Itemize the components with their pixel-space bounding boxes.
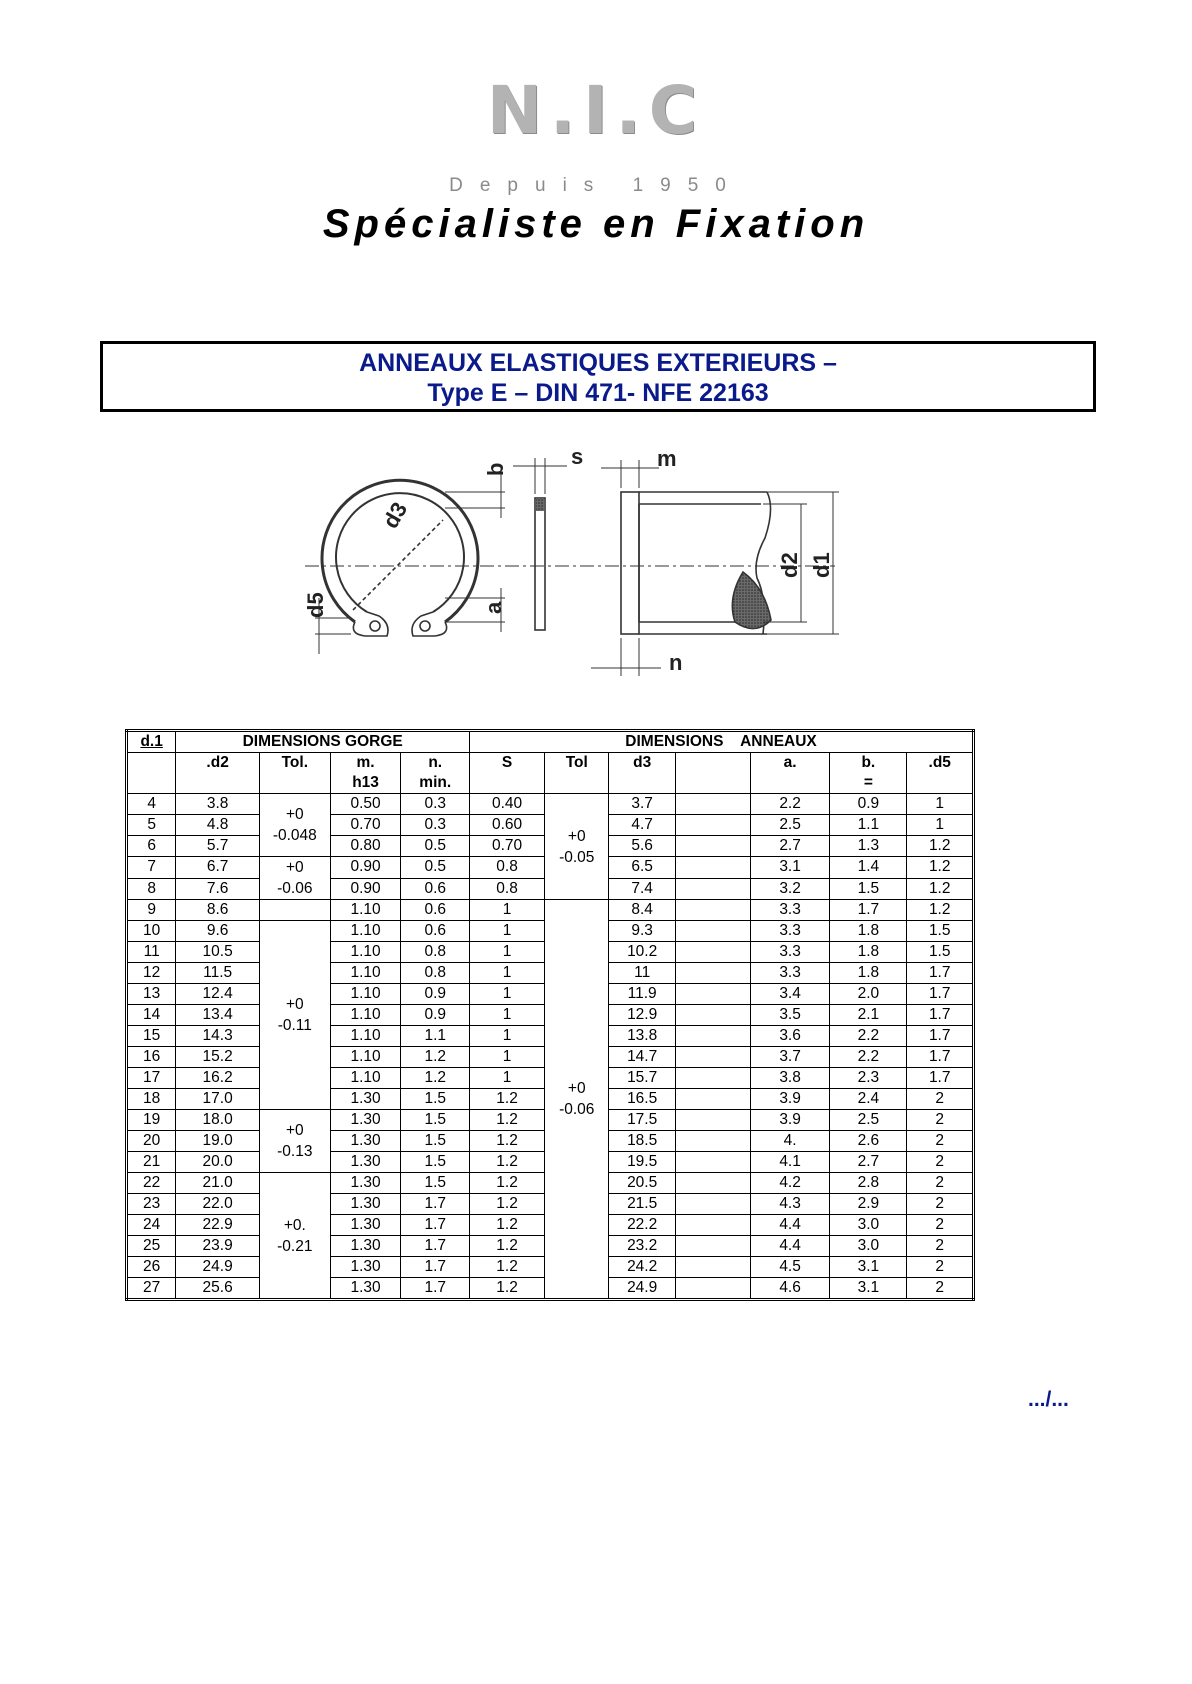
cell-d2: 23.9 [176, 1236, 260, 1257]
cell-m: 0.70 [330, 815, 401, 836]
header-blank [675, 753, 750, 794]
cell-m: 1.30 [330, 1194, 401, 1215]
cell-d3: 16.5 [609, 1089, 675, 1110]
cell-tol-gorge: +0 -0.06 [259, 857, 330, 900]
cell-s: 1 [470, 1005, 545, 1026]
cell-s: 1.2 [470, 1236, 545, 1257]
cell-d5: 1.2 [907, 857, 974, 879]
cell-n: 1.5 [401, 1131, 470, 1152]
cell-d5: 2 [907, 1131, 974, 1152]
company-tagline: Spécialiste en Fixation [322, 202, 870, 246]
cell-n: 1.7 [401, 1278, 470, 1300]
cell-d2: 10.5 [176, 942, 260, 963]
cell-tol-anneau: +0 -0.06 [545, 900, 609, 1300]
cell-s: 1 [470, 1026, 545, 1047]
cell-d2: 8.6 [176, 900, 260, 921]
cell-n: 1.7 [401, 1194, 470, 1215]
label-m: m [657, 448, 677, 471]
cell-n: 0.5 [401, 836, 470, 857]
header-dimensions-anneaux: DIMENSIONS ANNEAUX [470, 731, 974, 753]
cell-b: 2.8 [830, 1173, 907, 1194]
cell-d1: 19 [127, 1110, 176, 1131]
cell-d2: 7.6 [176, 878, 260, 900]
cell-m: 1.30 [330, 1131, 401, 1152]
cell-d3: 4.7 [609, 815, 675, 836]
cell-d2: 3.8 [176, 794, 260, 815]
cell-d1: 22 [127, 1173, 176, 1194]
cell-blank [675, 1047, 750, 1068]
cell-m: 1.30 [330, 1236, 401, 1257]
cell-s: 1 [470, 900, 545, 921]
cell-n: 1.1 [401, 1026, 470, 1047]
label-n: n [669, 650, 683, 675]
cell-d1: 26 [127, 1257, 176, 1278]
cell-blank [675, 1026, 750, 1047]
cell-s: 1 [470, 1047, 545, 1068]
header-dimensions-gorge: DIMENSIONS GORGE [176, 731, 470, 753]
circlip-side-view [535, 498, 545, 630]
cell-b: 2.1 [830, 1005, 907, 1026]
cell-d2: 4.8 [176, 815, 260, 836]
cell-m: 1.10 [330, 1005, 401, 1026]
header-tol: Tol. [259, 753, 330, 794]
cell-s: 1 [470, 1068, 545, 1089]
cell-d1: 11 [127, 942, 176, 963]
cell-tol-anneau: +0 -0.05 [545, 794, 609, 900]
cell-a: 3.3 [750, 963, 829, 984]
cell-d1: 5 [127, 815, 176, 836]
cell-s: 1.2 [470, 1152, 545, 1173]
cell-d5: 1.2 [907, 878, 974, 900]
cell-a: 3.3 [750, 900, 829, 921]
cell-tol-gorge: +0 -0.11 [259, 921, 330, 1110]
cell-blank [675, 963, 750, 984]
cell-b: 1.5 [830, 878, 907, 900]
cell-d1: 13 [127, 984, 176, 1005]
cell-a: 4.4 [750, 1215, 829, 1236]
cell-b: 0.9 [830, 794, 907, 815]
cell-d2: 25.6 [176, 1278, 260, 1300]
cell-n: 0.3 [401, 794, 470, 815]
cell-n: 0.6 [401, 921, 470, 942]
cell-m: 1.30 [330, 1110, 401, 1131]
cell-s: 1 [470, 921, 545, 942]
cell-b: 1.8 [830, 963, 907, 984]
cell-d3: 11.9 [609, 984, 675, 1005]
circlip-technical-drawing [295, 448, 915, 688]
cell-m: 1.30 [330, 1089, 401, 1110]
label-d2: d2 [777, 552, 802, 578]
cell-m: 1.30 [330, 1152, 401, 1173]
cell-d1: 14 [127, 1005, 176, 1026]
cell-s: 0.60 [470, 815, 545, 836]
cell-s: 1.2 [470, 1089, 545, 1110]
cell-b: 3.0 [830, 1236, 907, 1257]
cell-d2: 5.7 [176, 836, 260, 857]
cell-d3: 21.5 [609, 1194, 675, 1215]
cell-d5: 1.7 [907, 1047, 974, 1068]
cell-d1: 9 [127, 900, 176, 921]
cell-d3: 15.7 [609, 1068, 675, 1089]
cell-d1: 27 [127, 1278, 176, 1300]
cell-d1: 20 [127, 1131, 176, 1152]
cell-d3: 8.4 [609, 900, 675, 921]
cell-s: 1 [470, 942, 545, 963]
cell-d2: 9.6 [176, 921, 260, 942]
header-b: b. = [830, 753, 907, 794]
cell-d3: 5.6 [609, 836, 675, 857]
cell-d1: 15 [127, 1026, 176, 1047]
cell-b: 2.2 [830, 1026, 907, 1047]
cell-d3: 24.2 [609, 1257, 675, 1278]
cell-d5: 2 [907, 1215, 974, 1236]
cell-a: 3.9 [750, 1110, 829, 1131]
cell-blank [675, 1194, 750, 1215]
header-tol-anneau: Tol [545, 753, 609, 794]
cell-d5: 1.7 [907, 1068, 974, 1089]
cell-d3: 6.5 [609, 857, 675, 879]
cell-n: 0.3 [401, 815, 470, 836]
cell-b: 3.1 [830, 1257, 907, 1278]
cell-tol-gorge [259, 900, 330, 921]
cell-blank [675, 1215, 750, 1236]
cell-b: 1.3 [830, 836, 907, 857]
cell-s: 1.2 [470, 1257, 545, 1278]
cell-n: 1.7 [401, 1236, 470, 1257]
cell-n: 1.5 [401, 1089, 470, 1110]
cell-m: 1.10 [330, 963, 401, 984]
cell-d3: 23.2 [609, 1236, 675, 1257]
cell-a: 4.5 [750, 1257, 829, 1278]
cell-d1: 16 [127, 1047, 176, 1068]
cell-b: 1.8 [830, 921, 907, 942]
cell-d3: 14.7 [609, 1047, 675, 1068]
cell-a: 4.6 [750, 1278, 829, 1300]
cell-blank [675, 900, 750, 921]
cell-blank [675, 921, 750, 942]
cell-b: 1.4 [830, 857, 907, 879]
cell-blank [675, 1152, 750, 1173]
cell-b: 3.0 [830, 1215, 907, 1236]
cell-n: 0.9 [401, 984, 470, 1005]
cell-tol-gorge: +0. -0.21 [259, 1173, 330, 1300]
cell-d3: 3.7 [609, 794, 675, 815]
cell-s: 0.70 [470, 836, 545, 857]
cell-a: 3.4 [750, 984, 829, 1005]
cell-d2: 24.9 [176, 1257, 260, 1278]
cell-n: 1.5 [401, 1110, 470, 1131]
header-n: n. min. [401, 753, 470, 794]
company-logo: N.I.C [486, 72, 706, 149]
cell-d5: 1.5 [907, 921, 974, 942]
cell-d5: 1 [907, 794, 974, 815]
cell-d2: 18.0 [176, 1110, 260, 1131]
cell-a: 3.7 [750, 1047, 829, 1068]
cell-a: 4.4 [750, 1236, 829, 1257]
cell-a: 2.2 [750, 794, 829, 815]
cell-b: 2.7 [830, 1152, 907, 1173]
cell-n: 1.5 [401, 1152, 470, 1173]
cell-b: 2.9 [830, 1194, 907, 1215]
cell-d1: 24 [127, 1215, 176, 1236]
cell-blank [675, 1110, 750, 1131]
cell-b: 2.0 [830, 984, 907, 1005]
cell-m: 1.10 [330, 1026, 401, 1047]
cell-s: 0.40 [470, 794, 545, 815]
cell-tol-gorge: +0 -0.13 [259, 1110, 330, 1173]
cell-b: 2.3 [830, 1068, 907, 1089]
cell-n: 0.8 [401, 942, 470, 963]
cell-a: 2.7 [750, 836, 829, 857]
table-row [127, 900, 974, 921]
cell-a: 4.1 [750, 1152, 829, 1173]
cell-blank [675, 836, 750, 857]
cell-d3: 10.2 [609, 942, 675, 963]
cell-d3: 20.5 [609, 1173, 675, 1194]
cell-d2: 22.0 [176, 1194, 260, 1215]
cell-d1: 4 [127, 794, 176, 815]
header-d3: d3 [609, 753, 675, 794]
cell-s: 1.2 [470, 1278, 545, 1300]
document-title-box [100, 341, 1096, 412]
cell-b: 2.6 [830, 1131, 907, 1152]
cell-n: 1.2 [401, 1068, 470, 1089]
cell-blank [675, 1089, 750, 1110]
cell-a: 3.3 [750, 942, 829, 963]
cell-d1: 18 [127, 1089, 176, 1110]
header-s: S [470, 753, 545, 794]
cell-d5: 2 [907, 1257, 974, 1278]
cell-blank [675, 1005, 750, 1026]
cell-d1: 7 [127, 857, 176, 879]
cell-d2: 15.2 [176, 1047, 260, 1068]
cell-blank [675, 1236, 750, 1257]
cell-d1: 25 [127, 1236, 176, 1257]
cell-d2: 19.0 [176, 1131, 260, 1152]
cell-m: 1.30 [330, 1173, 401, 1194]
cell-a: 3.2 [750, 878, 829, 900]
cell-m: 1.10 [330, 921, 401, 942]
cell-a: 3.1 [750, 857, 829, 879]
cell-n: 1.5 [401, 1173, 470, 1194]
cell-blank [675, 815, 750, 836]
cell-m: 1.10 [330, 1068, 401, 1089]
company-since: Depuis 1950 [449, 175, 743, 196]
header-d5: .d5 [907, 753, 974, 794]
cell-d5: 2 [907, 1089, 974, 1110]
cell-m: 1.10 [330, 942, 401, 963]
cell-blank [675, 942, 750, 963]
cell-d5: 1.7 [907, 963, 974, 984]
cell-m: 1.30 [330, 1215, 401, 1236]
cell-s: 1 [470, 984, 545, 1005]
cell-s: 1.2 [470, 1215, 545, 1236]
cell-n: 0.5 [401, 857, 470, 879]
cell-s: 1.2 [470, 1131, 545, 1152]
cell-d2: 13.4 [176, 1005, 260, 1026]
page-continuation-mark: .../... [1028, 1388, 1069, 1411]
cell-d1: 23 [127, 1194, 176, 1215]
cell-blank [675, 1257, 750, 1278]
shaft-groove-view [621, 492, 771, 634]
table-row [127, 794, 974, 815]
cell-d1: 17 [127, 1068, 176, 1089]
cell-blank [675, 857, 750, 879]
cell-d1: 10 [127, 921, 176, 942]
header-a: a. [750, 753, 829, 794]
cell-a: 3.8 [750, 1068, 829, 1089]
cell-d5: 1.7 [907, 984, 974, 1005]
cell-m: 0.90 [330, 857, 401, 879]
cell-d5: 1.7 [907, 1005, 974, 1026]
document-title-line-2: Type E – DIN 471- NFE 22163 [427, 379, 769, 407]
cell-d5: 1.5 [907, 942, 974, 963]
cell-s: 1.2 [470, 1110, 545, 1131]
table-group-header-row [127, 731, 974, 753]
cell-d3: 22.2 [609, 1215, 675, 1236]
cell-d1: 8 [127, 878, 176, 900]
cell-a: 4.3 [750, 1194, 829, 1215]
cell-a: 2.5 [750, 815, 829, 836]
label-a: a [481, 601, 506, 614]
cell-d5: 2 [907, 1278, 974, 1300]
cell-s: 1.2 [470, 1194, 545, 1215]
header-d1: d.1 [127, 731, 176, 753]
cell-d5: 1.7 [907, 1026, 974, 1047]
cell-b: 1.1 [830, 815, 907, 836]
header-m: m. h13 [330, 753, 401, 794]
cell-d3: 13.8 [609, 1026, 675, 1047]
cell-b: 2.5 [830, 1110, 907, 1131]
cell-d3: 11 [609, 963, 675, 984]
cell-n: 0.8 [401, 963, 470, 984]
cell-d5: 1 [907, 815, 974, 836]
cell-n: 1.7 [401, 1257, 470, 1278]
cell-d2: 20.0 [176, 1152, 260, 1173]
cell-m: 1.10 [330, 900, 401, 921]
header-empty [127, 753, 176, 794]
cell-blank [675, 794, 750, 815]
cell-d2: 14.3 [176, 1026, 260, 1047]
document-title-line-1: ANNEAUX ELASTIQUES EXTERIEURS – [359, 349, 837, 377]
cell-tol-gorge: +0 -0.048 [259, 794, 330, 857]
cell-d5: 1.2 [907, 836, 974, 857]
cell-a: 3.6 [750, 1026, 829, 1047]
cell-n: 0.6 [401, 900, 470, 921]
circlip-dimensions-table [125, 729, 975, 1301]
cell-d1: 21 [127, 1152, 176, 1173]
label-d3: d3 [377, 497, 413, 533]
cell-blank [675, 1131, 750, 1152]
cell-d1: 12 [127, 963, 176, 984]
cell-blank [675, 1173, 750, 1194]
cell-m: 0.80 [330, 836, 401, 857]
cell-d3: 18.5 [609, 1131, 675, 1152]
cell-a: 4.2 [750, 1173, 829, 1194]
label-d1: d1 [809, 552, 834, 578]
cell-s: 0.8 [470, 857, 545, 879]
cell-d3: 7.4 [609, 878, 675, 900]
cell-a: 3.3 [750, 921, 829, 942]
cell-b: 2.2 [830, 1047, 907, 1068]
cell-m: 1.10 [330, 1047, 401, 1068]
cell-a: 3.5 [750, 1005, 829, 1026]
cell-d3: 24.9 [609, 1278, 675, 1300]
cell-b: 2.4 [830, 1089, 907, 1110]
cell-d3: 12.9 [609, 1005, 675, 1026]
cell-d3: 9.3 [609, 921, 675, 942]
cell-d5: 2 [907, 1236, 974, 1257]
cell-m: 1.30 [330, 1257, 401, 1278]
cell-d2: 11.5 [176, 963, 260, 984]
cell-a: 4. [750, 1131, 829, 1152]
cell-d1: 6 [127, 836, 176, 857]
cell-d5: 2 [907, 1152, 974, 1173]
cell-d2: 12.4 [176, 984, 260, 1005]
cell-n: 0.9 [401, 1005, 470, 1026]
cell-blank [675, 1278, 750, 1300]
cell-blank [675, 984, 750, 1005]
cell-d2: 6.7 [176, 857, 260, 879]
cell-m: 1.10 [330, 984, 401, 1005]
cell-d5: 2 [907, 1194, 974, 1215]
cell-a: 3.9 [750, 1089, 829, 1110]
cell-n: 0.6 [401, 878, 470, 900]
cell-n: 1.7 [401, 1215, 470, 1236]
cell-d2: 17.0 [176, 1089, 260, 1110]
cell-b: 1.7 [830, 900, 907, 921]
cell-blank [675, 878, 750, 900]
label-s: s [571, 448, 584, 469]
cell-d2: 22.9 [176, 1215, 260, 1236]
cell-d3: 17.5 [609, 1110, 675, 1131]
label-d5: d5 [303, 592, 328, 618]
cell-b: 3.1 [830, 1278, 907, 1300]
cell-d5: 1.2 [907, 900, 974, 921]
cell-d5: 2 [907, 1110, 974, 1131]
cell-blank [675, 1068, 750, 1089]
label-b: b [483, 462, 508, 476]
cell-s: 0.8 [470, 878, 545, 900]
cell-s: 1 [470, 963, 545, 984]
cell-b: 1.8 [830, 942, 907, 963]
cell-m: 0.90 [330, 878, 401, 900]
header-d2: .d2 [176, 753, 260, 794]
cell-d2: 21.0 [176, 1173, 260, 1194]
table-column-header-row [127, 753, 974, 794]
cell-m: 0.50 [330, 794, 401, 815]
cell-d3: 19.5 [609, 1152, 675, 1173]
cell-d5: 2 [907, 1173, 974, 1194]
cell-n: 1.2 [401, 1047, 470, 1068]
cell-d2: 16.2 [176, 1068, 260, 1089]
cell-s: 1.2 [470, 1173, 545, 1194]
cell-m: 1.30 [330, 1278, 401, 1300]
